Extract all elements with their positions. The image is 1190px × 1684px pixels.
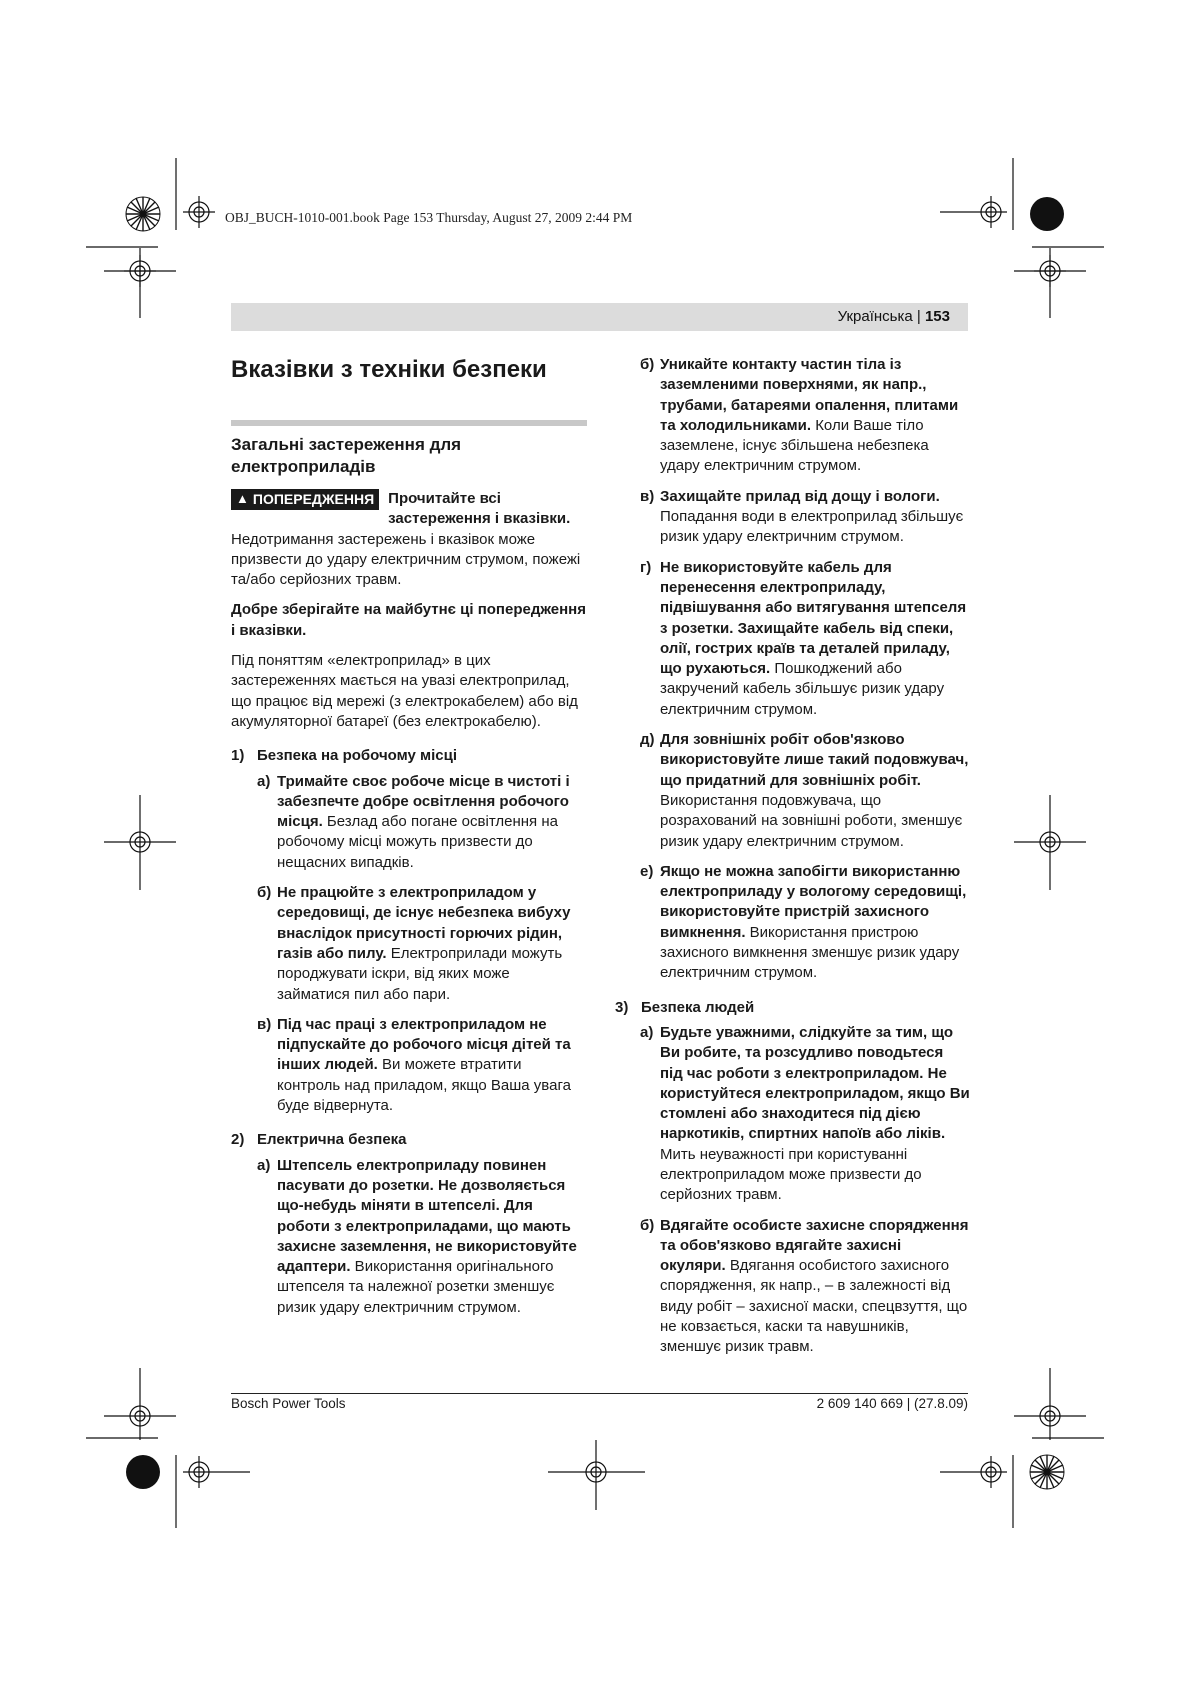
list-item [640, 355, 970, 477]
section-title [231, 1130, 586, 1150]
section-rule [231, 420, 587, 426]
section-number: 3) [615, 998, 629, 1016]
item-bold: Якщо не можна запобігти використанню електроприладу у вологому середовищі, використовуйте пристрій захисного вимкнення. [660, 862, 967, 941]
left-column [231, 355, 586, 1328]
section-1 [231, 746, 586, 1116]
right-column [615, 355, 970, 1368]
list-item [640, 558, 970, 720]
warning-lead: Прочитайте всі застереження і вказівки. [388, 490, 571, 528]
item-letter: а) [257, 1156, 271, 1174]
item-bold: Під час праці з електроприладом не підпускайте до робочого місця дітей та інших людей. [277, 1015, 571, 1074]
warning-row [231, 489, 586, 530]
item-bold: Тримайте своє робоче місце в чистоті і забезпечте добре освітлення робочого місця. [277, 772, 570, 831]
item-bold: Для зовнішніх робіт обов'язково використовуйте лише такий подовжувач, що придатний для зовнішніх робіт. [660, 731, 969, 789]
item-letter: б) [640, 1216, 655, 1234]
section-title-text: Електрична безпека [257, 1131, 407, 1149]
section-number: 1) [231, 747, 245, 765]
page-title: Вказівки з техніки безпеки [231, 356, 547, 383]
section-3 [615, 998, 970, 1358]
item-text: Ви можете втратити контроль над приладом, якщо Ваша увага буде відвернута. [277, 1056, 571, 1115]
list-item [640, 1023, 970, 1206]
item-letter: в) [640, 487, 655, 505]
item-letter: б) [640, 356, 655, 373]
item-letter: в) [257, 1015, 272, 1033]
section-title [231, 746, 586, 766]
definition-text: Під поняттям «електроприлад» в цих застереженнях мається на увазі електроприлад, що працює від мережі (з електрокабелем) або від акумуляторної батареї (без електрокабелю). [231, 652, 578, 730]
list-item [640, 1216, 970, 1358]
footer-rule [231, 1393, 968, 1394]
item-text: Використання оригінального штепселя та належної розетки зменшує ризик удару електричним струмом. [277, 1258, 555, 1316]
header-separator: | [912, 308, 925, 325]
item-bold: Захищайте прилад від дощу і вологи. [660, 487, 940, 505]
item-text: Вдягання особистого захисного спорядження, як напр., – в залежності від виду робіт – захисної маски, спецвзуття, що не ковзається, каски та навушників, зменшує ризик травм. [660, 1257, 968, 1356]
list-item [640, 730, 970, 852]
item-text: Безлад або погане освітлення на робочому місці можуть призвести до нещасних випадків. [277, 813, 558, 871]
warning-badge-label: ПОПЕРЕДЖЕННЯ [252, 491, 375, 508]
item-text: Мить неуважності при користуванні електроприладом може призвести до серйозних травм. [660, 1145, 922, 1204]
list-item [257, 1015, 586, 1116]
section-title [615, 998, 970, 1018]
item-text: Використання пристрою захисного вимкнення зменшує ризик удару електричним струмом. [660, 923, 960, 982]
item-bold: Вдягайте особисте захисне спорядження та обов'язково вдягайте захисні окуляри. [660, 1216, 969, 1275]
item-text: Електроприлади можуть породжувати іскри, від яких може займатися пил або пари. [277, 944, 563, 1003]
item-letter: е) [640, 862, 654, 880]
warning-badge [231, 489, 379, 510]
warning-triangle-icon: ▲ [236, 491, 249, 507]
item-bold: Будьте уважними, слідкуйте за тим, що Ви робите, та розсудливо поводьтеся під час роботи з електроприладом. Не користуйтеся електроприладом, якщо Ви стомлені або знаходитеся під дією наркотиків, спиртних напоїв або ліків. [660, 1023, 970, 1143]
print-metadata: OBJ_BUCH-1010-001.book Page 153 Thursday, August 27, 2009 2:44 PM [225, 210, 633, 225]
item-letter: а) [257, 772, 271, 790]
item-bold: Штепсель електроприладу повинен пасувати до розетки. Не дозволяється що-небудь міняти в штепселі. Для роботи з електроприладами, що мають захисне заземлення, не використовуйте адаптери. [277, 1156, 577, 1276]
footer-doc-number: 2 609 140 669 | (27.8.09) [816, 1396, 968, 1411]
list-item [257, 883, 586, 1005]
list-item [257, 1156, 586, 1318]
list-item [640, 487, 970, 548]
header-text [838, 308, 950, 325]
section-heading: Загальні застереження для електроприладів [231, 435, 462, 476]
item-bold: Не використовуйте кабель для перенесення електроприладу, підвішування або витягування штепселя з розетки. Захищайте кабель від спеки, олії, гострих країв та деталей приладу, що рухаються. [660, 558, 967, 678]
keep-notice: Добре зберігайте на майбутнє ці попередження і вказівки. [231, 601, 586, 639]
item-letter: д) [640, 731, 655, 749]
section-number: 2) [231, 1131, 245, 1149]
item-text: Попадання води в електроприлад збільшує ризик удару електричним струмом. [660, 508, 964, 546]
item-text: Коли Ваше тіло заземлене, існує збільшена небезпека удару електричним струмом. [660, 416, 929, 475]
section-title-text: Безпека людей [641, 998, 755, 1016]
section-title-text: Безпека на робочому місці [257, 747, 458, 765]
item-bold: Уникайте контакту частин тіла із заземленими поверхнями, як напр., трубами, батареями опалення, плитами та холодильниками. [660, 356, 959, 434]
page-number: 153 [924, 308, 950, 325]
page-header [231, 303, 968, 331]
item-bold: Не працюйте з електроприладом у середовищі, де існує небезпека вибуху внаслідок присутності горючих рідин, газів або пилу. [277, 884, 571, 962]
list-item [257, 772, 586, 873]
item-text: Використання подовжувача, що розрахований на зовнішні роботи, зменшує ризик удару електричним струмом. [660, 791, 963, 850]
item-letter: б) [257, 884, 272, 902]
header-language: Українська [837, 308, 913, 325]
item-text: Пошкоджений або закручений кабель збільшує ризик удару електричним струмом. [660, 660, 945, 718]
item-letter: а) [640, 1023, 654, 1041]
warning-text: Недотримання застережень і вказівок може призвести до удару електричним струмом, пожежі та/або серйозних травм. [231, 530, 581, 589]
section-2 [231, 1130, 586, 1318]
item-letter: г) [640, 558, 652, 576]
footer-brand: Bosch Power Tools [231, 1396, 346, 1411]
list-item [640, 862, 970, 984]
